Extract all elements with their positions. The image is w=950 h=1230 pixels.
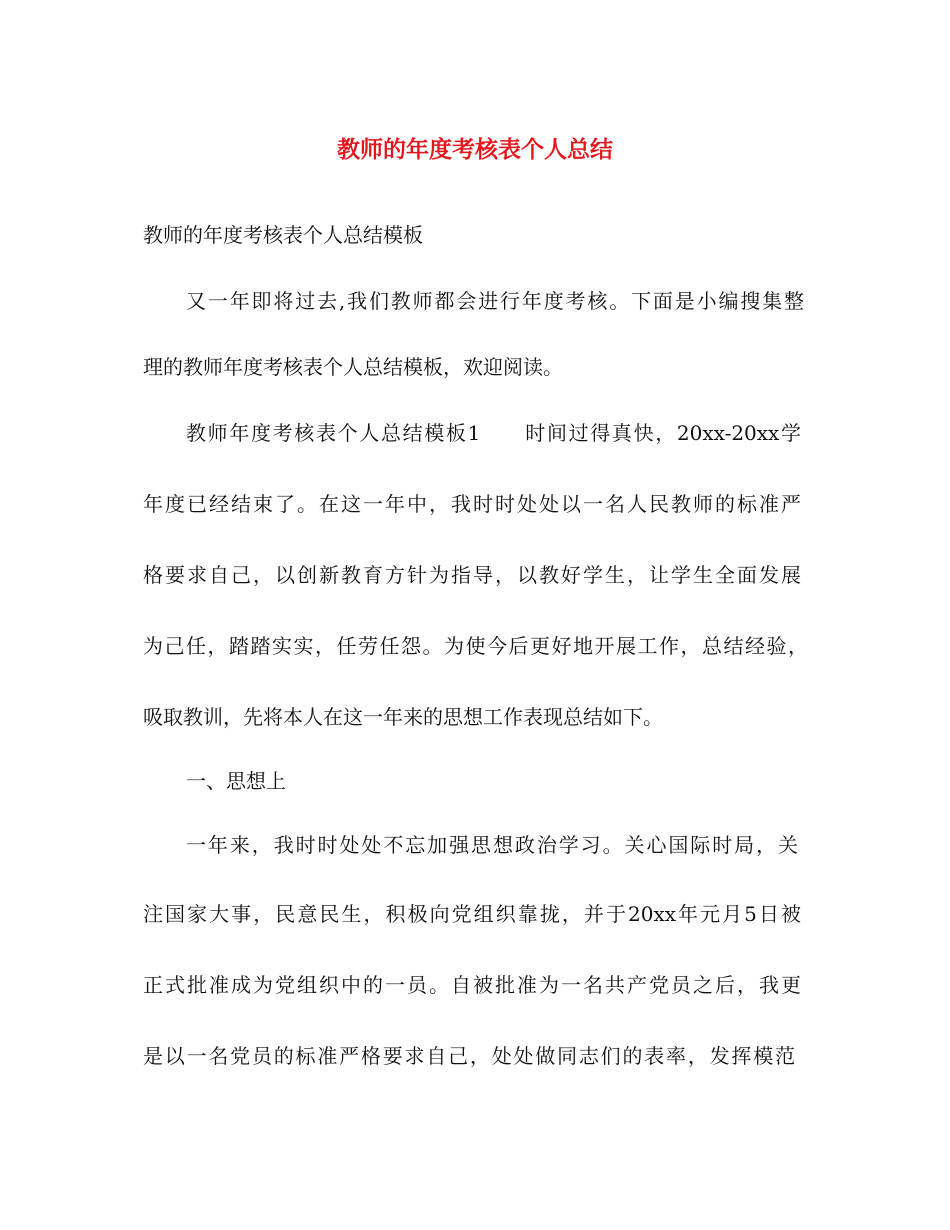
body-line: 吸取教训，先将本人在这一年来的思想工作表现总结如下。 — [143, 705, 663, 729]
body-line: 注国家大事，民意民生，积极向党组织靠拢，并于20xx年元月5日被 — [143, 902, 801, 926]
section-heading: 一、思想上 — [186, 769, 286, 793]
body-line: 理的教师年度考核表个人总结模板，欢迎阅读。 — [143, 355, 563, 379]
body-line: 教师年度考核表个人总结模板1 时间过得真快，20xx-20xx学 — [186, 421, 801, 445]
body-line: 为己任，踏踏实实，任劳任怨。为使今后更好地开展工作，总结经验， — [143, 634, 808, 658]
body-line: 是以一名党员的标准严格要求自己，处处做同志们的表率，发挥模范 — [143, 1044, 795, 1068]
body-line: 一年来，我时时处处不忘加强思想政治学习。关心国际时局，关 — [186, 833, 798, 857]
document-title: 教师的年度考核表个人总结 — [337, 136, 613, 163]
body-line: 正式批准成为党组织中的一员。自被批准为一名共产党员之后，我更 — [143, 973, 801, 997]
body-line: 格要求自己，以创新教育方针为指导，以教好学生，让学生全面发展 — [143, 563, 801, 587]
body-line: 年度已经结束了。在这一年中，我时时处处以一名人民教师的标准严 — [143, 492, 801, 516]
body-line: 又一年即将过去,我们教师都会进行年度考核。下面是小编搜集整 — [186, 289, 804, 313]
subtitle-line: 教师的年度考核表个人总结模板 — [143, 223, 423, 247]
